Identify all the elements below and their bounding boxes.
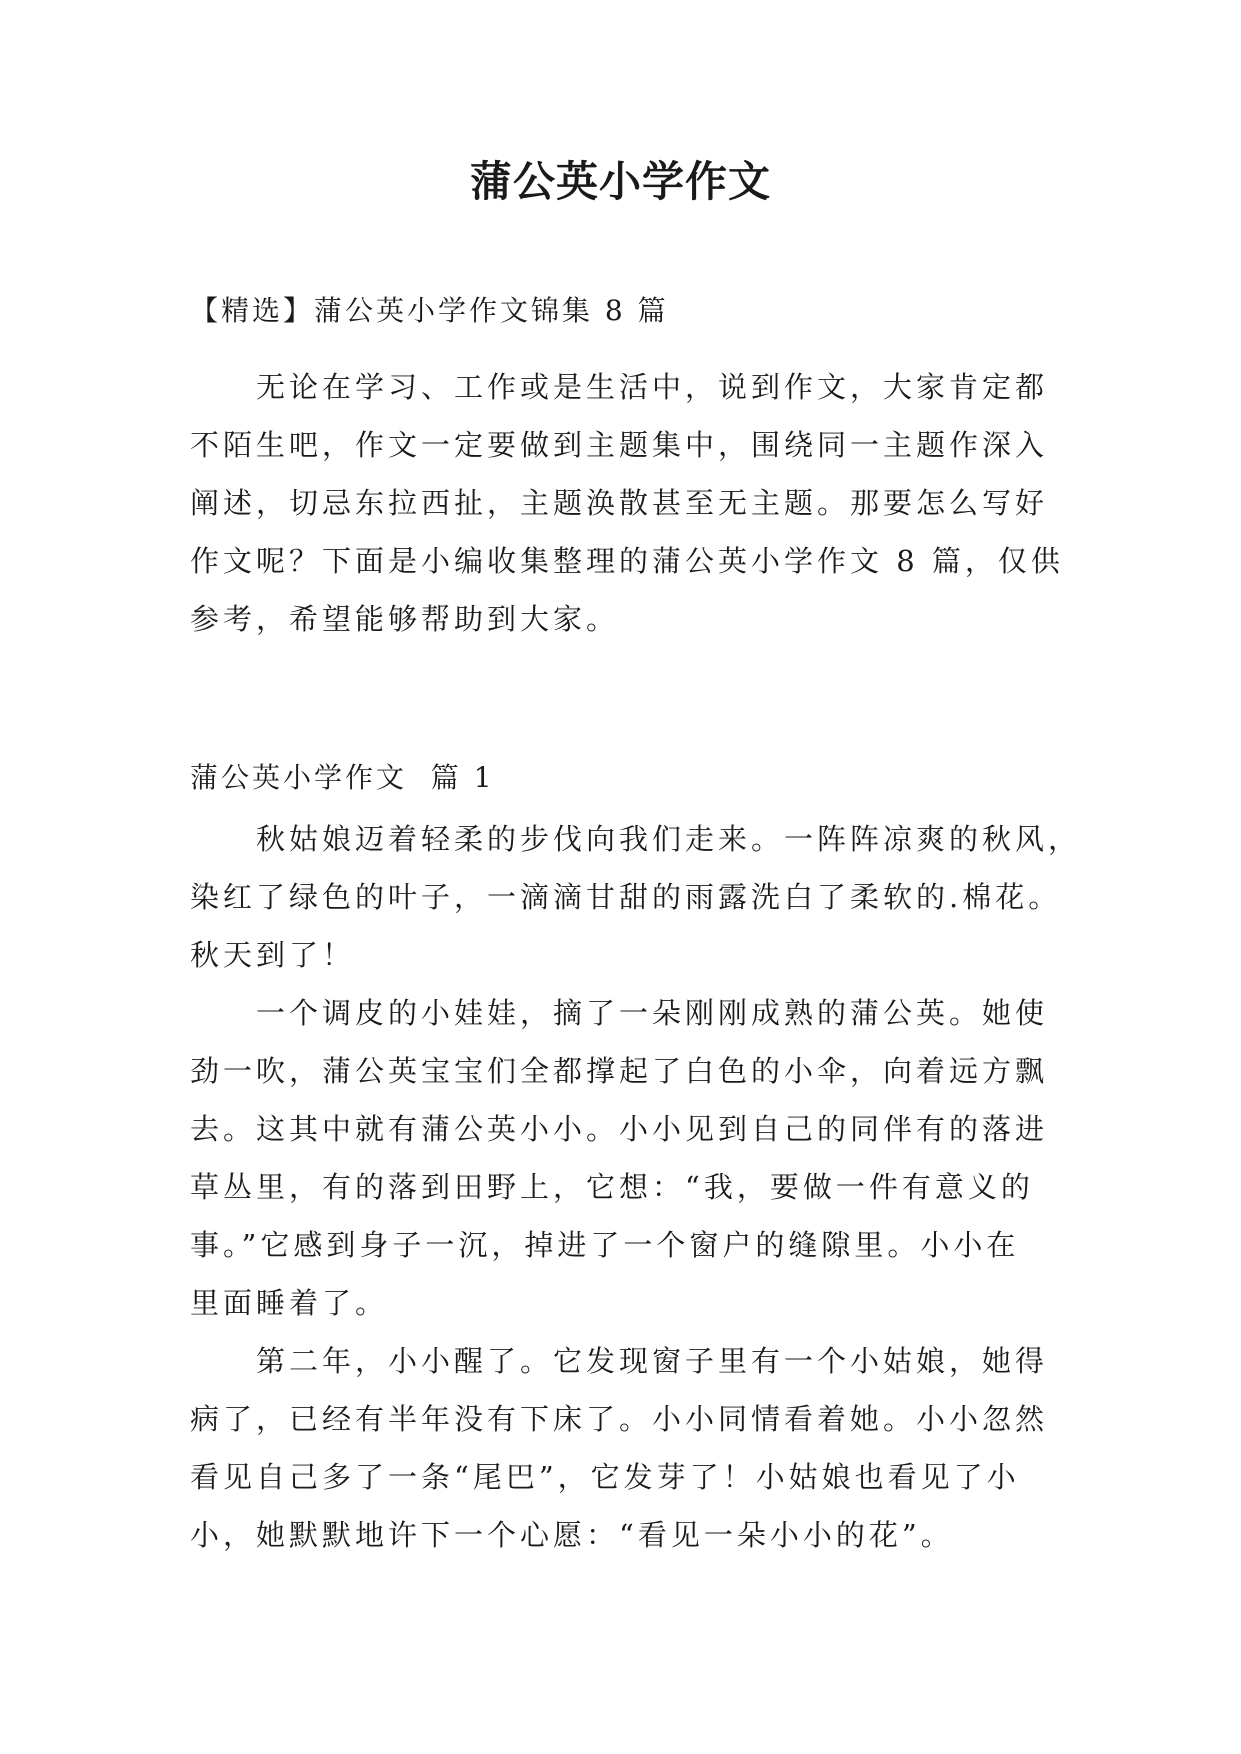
paragraph-line: 作文呢？下面是小编收集整理的蒲公英小学作文 8 篇，仅供 [190,544,1064,578]
paragraph-line: 事。”它感到身子一沉，掉进了一个窗户的缝隙里。小小在 [190,1228,1020,1262]
body-paragraph-2 [190,984,1050,1332]
body-paragraph-1 [190,810,1082,984]
paragraph-line: 一个调皮的小娃娃，摘了一朵刚刚成熟的蒲公英。她使 [256,996,1049,1030]
intro-paragraph [190,358,1064,648]
paragraph-line: 阐述，切忌东拉西扯，主题涣散甚至无主题。那要怎么写好 [190,486,1049,520]
paragraph-line: 参考，希望能够帮助到大家。 [190,602,620,636]
paragraph-line: 看见自己多了一条“尾巴”，它发芽了！小姑娘也看见了小 [190,1460,1020,1494]
paragraph-line: 第二年，小小醒了。它发现窗子里有一个小姑娘，她得 [256,1344,1049,1378]
document-subtitle: 【精选】蒲公英小学作文锦集 8 篇 [190,294,669,327]
body-paragraph-3 [190,1332,1050,1564]
paragraph-line: 病了，已经有半年没有下床了。小小同情看着她。小小忽然 [190,1402,1049,1436]
document-title: 蒲公英小学作文 [469,157,771,206]
section-heading: 蒲公英小学作文 篇 1 [190,761,495,794]
paragraph-line: 劲一吹，蒲公英宝宝们全都撑起了白色的小伞，向着远方飘 [190,1054,1049,1088]
paragraph-line: 染红了绿色的叶子，一滴滴甘甜的雨露洗白了柔软的.棉花。 [190,880,1062,914]
paragraph-line: 草丛里，有的落到田野上，它想：“我，要做一件有意义的 [190,1170,1034,1204]
paragraph-line: 小，她默默地许下一个心愿：“看见一朵小小的花”。 [190,1518,954,1552]
paragraph-line: 无论在学习、工作或是生活中，说到作文，大家肯定都 [256,370,1049,404]
paragraph-line: 不陌生吧，作文一定要做到主题集中，围绕同一主题作深入 [190,428,1049,462]
paragraph-line: 秋天到了！ [190,938,356,972]
paragraph-line: 秋姑娘迈着轻柔的步伐向我们走来。一阵阵凉爽的秋风， [256,822,1082,856]
paragraph-line: 里面睡着了。 [190,1286,389,1320]
paragraph-line: 去。这其中就有蒲公英小小。小小见到自己的同伴有的落进 [190,1112,1049,1146]
